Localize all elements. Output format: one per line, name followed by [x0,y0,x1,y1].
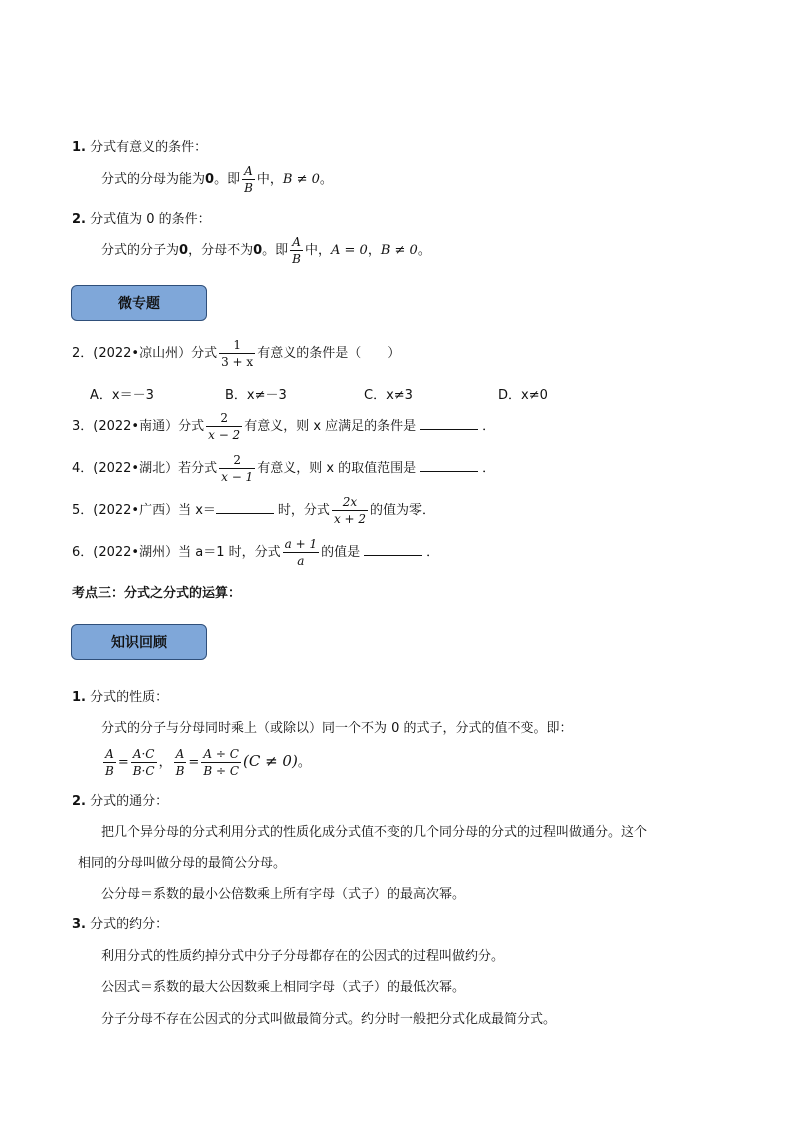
line-meaningful-condition: 分式的分母为能为0。即 $\frac{A}{B}$ 中，B ≠ 0。 [101,164,333,195]
fraction-q5: $\frac{2x}{x + 2}$ [333,495,367,526]
line-zero-condition: 分式的分子为0，分母不为0。即 $\frac{A}{B}$ 中，A = 0，B ≠ 0。 [101,235,431,266]
heading-condition-meaningful: 1. 分式有意义的条件： [72,140,208,155]
question-2: 2．(2022•凉山州）分式 $\frac{1}{3 + x}$ 有意义的条件是（ ） [72,338,401,369]
paragraph-fraction-property: 分式的分子与分母同时乘上（或除以）同一个不为 0 的式子，分式的值不变。即： [101,721,573,736]
fraction-q4: $\frac{2}{x - 1}$ [221,453,254,484]
paragraph-common-denominator-1: 把几个异分母的分式利用分式的性质化成分式值不变的几个同分母的分式的过程叫做通分。这个 [101,825,648,840]
heading-reduction: 3. 分式的约分： [72,917,169,932]
question-4: 4．(2022•湖北）若分式 $\frac{2}{x - 1}$ 有意义，则 x 的取值范围是 ． [72,453,496,484]
section-title-kaodian3: 考点三：分式之分式的运算： [72,586,242,601]
answer-blank[interactable] [216,501,274,514]
option-b[interactable]: B．x≠－3 [225,388,287,403]
heading-common-denominator: 2. 分式的通分： [72,794,169,809]
fraction-q3: $\frac{2}{x - 2}$ [208,411,241,442]
question-3: 3．(2022•南通）分式 $\frac{2}{x - 2}$ 有意义，则 x 应满足的条件是 ． [72,411,496,442]
paragraph-reduction-1: 利用分式的性质约掉分式中分子分母都存在的公因式的过程叫做约分。 [101,949,505,964]
paragraph-reduction-2: 公因式＝系数的最大公因数乘上相同字母（式子）的最低次幂。 [101,980,466,995]
answer-blank[interactable] [420,459,478,472]
answer-blank[interactable] [420,417,478,430]
answer-blank[interactable] [364,543,422,556]
question-5: 5．(2022•广西）当 x＝ 时，分式 $\frac{2x}{x + 2}$ 的值为零． [72,495,436,526]
banner-micro-topic: 微专题 [71,285,207,321]
question-6: 6．(2022•湖州）当 a＝1 时，分式 $\frac{a + 1}{a}$ 的值是 ． [72,537,440,568]
heading-condition-zero: 2. 分式值为 0 的条件： [72,212,211,227]
heading-fraction-property: 1. 分式的性质： [72,690,169,705]
fraction-a-over-b: $\frac{A}{B}$ [244,164,253,195]
option-a[interactable]: A．x＝－3 [90,388,154,403]
option-d[interactable]: D．x≠0 [498,388,548,403]
paragraph-common-denominator-3: 公分母＝系数的最小公倍数乘上所有字母（式子）的最高次幂。 [101,887,466,902]
fraction-q6: $\frac{a + 1}{a}$ [284,537,318,568]
formula-fraction-property: $\frac{A}{B}$ = $\frac{A\cdot C}{B\cdot C}$ ， $\frac{A}{B}$ = $\frac{A \div C}{B \div C}$ (C ≠ 0)。 [105,747,311,778]
fraction-q2: $\frac{1}{3 + x}$ [221,338,254,369]
option-c[interactable]: C．x≠3 [364,388,413,403]
paragraph-reduction-3: 分子分母不存在公因式的分式叫做最简分式。约分时一般把分式化成最简分式。 [101,1012,557,1027]
paragraph-common-denominator-2: 相同的分母叫做分母的最简公分母。 [78,856,287,871]
fraction-a-over-b: $\frac{A}{B}$ [292,235,301,266]
banner-knowledge-review: 知识回顾 [71,624,207,660]
